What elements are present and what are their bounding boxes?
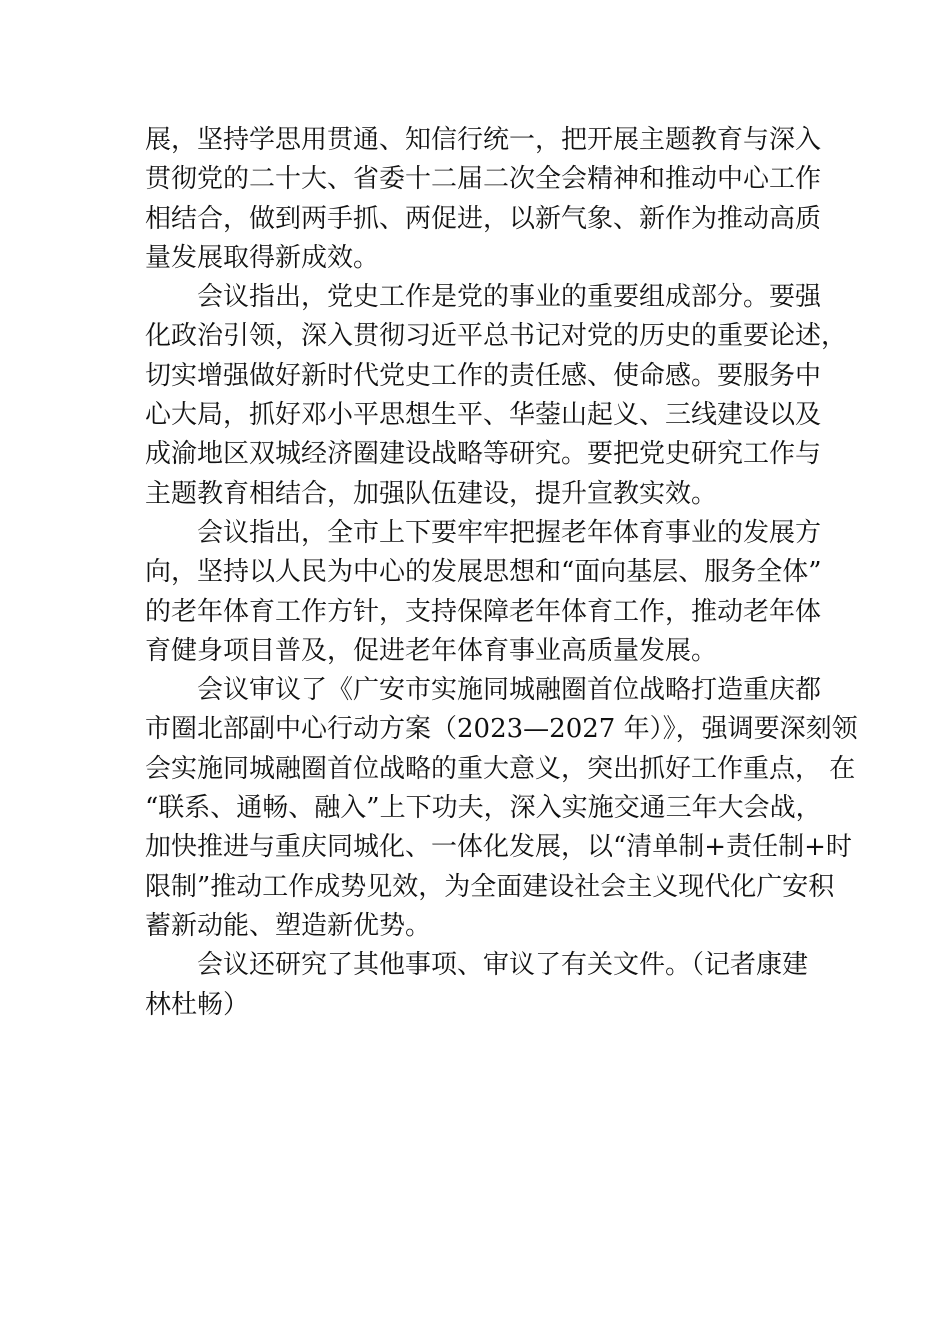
text-line: 限制”推动工作成势见效，为全面建设社会主义现代化广安积 <box>145 871 835 902</box>
text-line: “联系、通畅、融入”上下功夫，深入实施交通三年大会战， <box>145 793 822 824</box>
text-line: 林杜畅） <box>145 989 250 1020</box>
paragraph-2 <box>145 278 848 514</box>
text-line: 贯彻党的二十大、省委十二届二次全会精神和推动中心工作 <box>145 164 822 195</box>
paragraph-5 <box>145 946 810 1025</box>
text-line: 育健身项目普及，促进老年体育事业高质量发展。 <box>145 635 718 666</box>
text-line: 会议指出，全市上下要牢牢把握老年体育事业的发展方 <box>197 517 822 548</box>
text-line: 心大局，抓好邓小平思想生平、华蓥山起义、三线建设以及 <box>145 400 822 431</box>
text-line: 切实增强做好新时代党史工作的责任感、使命感。要服务中 <box>145 360 822 391</box>
text-line: 展，坚持学思用贯通、知信行统一，把开展主题教育与深入 <box>145 125 822 155</box>
text-line: 化政治引领，深入贯彻习近平总书记对党的历史的重要论述， <box>145 321 848 352</box>
paragraph-1 <box>145 121 822 278</box>
text-line: 加快推进与重庆同城化、一体化发展，以“清单制+责任制+时 <box>145 832 852 863</box>
text-line: 会议指出，党史工作是党的事业的重要组成部分。要强 <box>197 282 822 313</box>
text-line: 市圈北部副中心行动方案（2023—2027 年）》，强调要深刻领 <box>145 714 858 745</box>
text-line: 相结合，做到两手抓、两促进，以新气象、新作为推动高质 <box>145 203 822 234</box>
text-line: 主题教育相结合，加强队伍建设，提升宣教实效。 <box>145 478 718 509</box>
text-line: 成渝地区双城经济圈建设战略等研究。要把党史研究工作与 <box>145 439 822 470</box>
text-line: 会实施同城融圈首位战略的重大意义，突出抓好工作重点， 在 <box>145 753 856 784</box>
paragraph-3 <box>145 514 822 671</box>
document-body <box>145 121 858 1025</box>
text-line: 的老年体育工作方针，支持保障老年体育工作，推动老年体 <box>145 596 822 627</box>
text-line: 向，坚持以人民为中心的发展思想和“面向基层、服务全体” <box>145 557 822 588</box>
paragraph-4 <box>145 671 858 946</box>
text-line: 量发展取得新成效。 <box>145 242 380 273</box>
text-line: 蓄新动能、塑造新优势。 <box>145 910 432 941</box>
text-line: 会议审议了《广安市实施同城融圈首位战略打造重庆都 <box>197 675 822 706</box>
text-line: 会议还研究了其他事项、审议了有关文件。（记者康建 <box>197 950 809 981</box>
